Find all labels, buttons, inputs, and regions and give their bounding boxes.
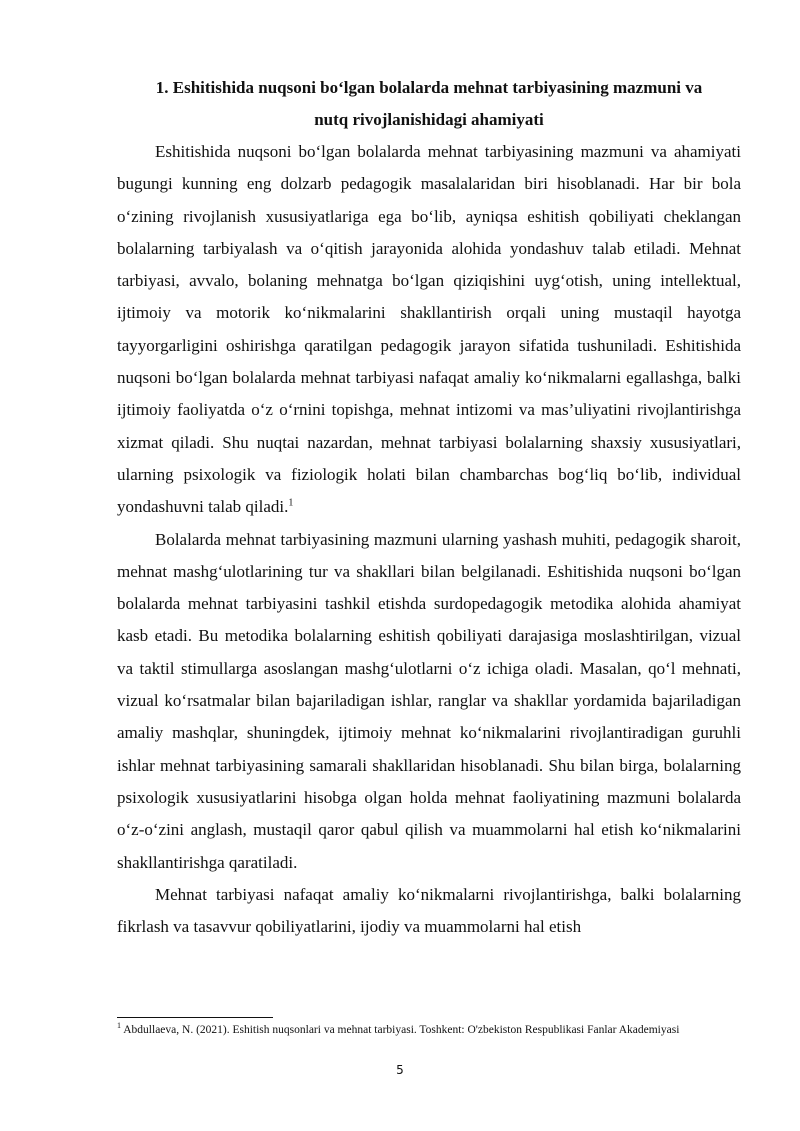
footnote-text: Abdullaeva, N. (2021). Eshitish nuqsonlari va mehnat tarbiyasi. Toshkent: O'zbekiston Respublikasi Fanlar Akademiyasi (123, 1024, 680, 1036)
footnote-divider (117, 1017, 273, 1018)
footnote (117, 1022, 717, 1038)
page-number: 5 (396, 1063, 404, 1077)
paragraph-3: Mehnat tarbiyasi nafaqat amaliy ko‘nikmalarni rivojlantirishga, balki bolalarning fikrlash va tasavvur qobiliyatlarini, ijodiy va muammolarni hal etish (117, 884, 741, 937)
section-title-line-2: nutq rivojlanishidagi ahamiyati (314, 110, 544, 129)
section-title-line-1: 1. Eshitishida nuqsoni bo‘lgan bolalarda mehnat tarbiyasining mazmuni va (155, 78, 703, 97)
footnote-marker: 1 (117, 1021, 121, 1031)
footnote-reference[interactable]: 1 (288, 497, 294, 509)
paragraph-1-text: Eshitishida nuqsoni bo‘lgan bolalarda mehnat tarbiyasining mazmuni va ahamiyati bugungi kunning eng dolzarb pedagogik masalalaridan biri hisoblanadi. Har bir bola o‘zining rivojlanish xususiyatlariga ega bo‘lib, ayniqsa eshitish qobiliyati cheklangan bolalarning tarbiyalash va o‘qitish jarayonida alohida yondashuv talab etiladi. Mehnat tarbiyasi, avvalo, bolaning mehnatga bo‘lgan qiziqishini uyg‘otish, uning intellektual, ijtimoiy va motorik ko‘nikmalarini shakllantirish orqali uning mustaqil hayotga tayyorgarligini oshirishga qaratilgan pedagogik jarayon sifatida tushuniladi. Eshitishida nuqsoni bo‘lgan bolalarda mehnat tarbiyasi nafaqat amaliy ko‘nikmalarni egallashga, balki ijtimoiy faoliyatda o‘z o‘rnini topishga, mehnat intizomi va mas’uliyatini rivojlantirishga xizmat qiladi. Shu nuqtai nazardan, mehnat tarbiyasi bolalarning shaxsiy xususiyatlari, ularning psixologik va fiziologik holati bilan chambarchas bog‘liq bo‘lib, individual yondashuvni talab qiladi. (117, 142, 741, 517)
section-title (117, 72, 741, 136)
paragraph-1 (117, 136, 741, 524)
page-body (117, 72, 741, 943)
paragraph-2: Bolalarda mehnat tarbiyasining mazmuni ularning yashash muhiti, pedagogik sharoit, mehnat mashg‘ulotlarining tur va shakllari bilan belgilanadi. Eshitishida nuqsoni bo‘lgan bolalarda mehnat tarbiyasini tashkil etishda surdopedagogik metodika alohida ahamiyat kasb etadi. Bu metodika bolalarning eshitish qobiliyati darajasiga moslashtirilgan, vizual va taktil stimullarga asoslangan mashg‘ulotlarni o‘z ichiga oladi. Masalan, qo‘l mehnati, vizual ko‘rsatmalar bilan bajariladigan ishlar, ranglar va shakllar yordamida bajariladigan amaliy mashqlar, shuningdek, ijtimoiy mehnat ko‘nikmalarini rivojlantiradigan guruhli ishlar mehnat tarbiyasining samarali shakllaridan hisoblanadi. Shu bilan birga, bolalarning psixologik xususiyatlarini hisobga olgan holda mehnat faoliyatining mazmuni bolalarda o‘z-o‘zini anglash, mustaqil qaror qabul qilish va muammolarni hal etish ko‘nikmalarini shakllantirishga qaratiladi. (117, 529, 741, 872)
